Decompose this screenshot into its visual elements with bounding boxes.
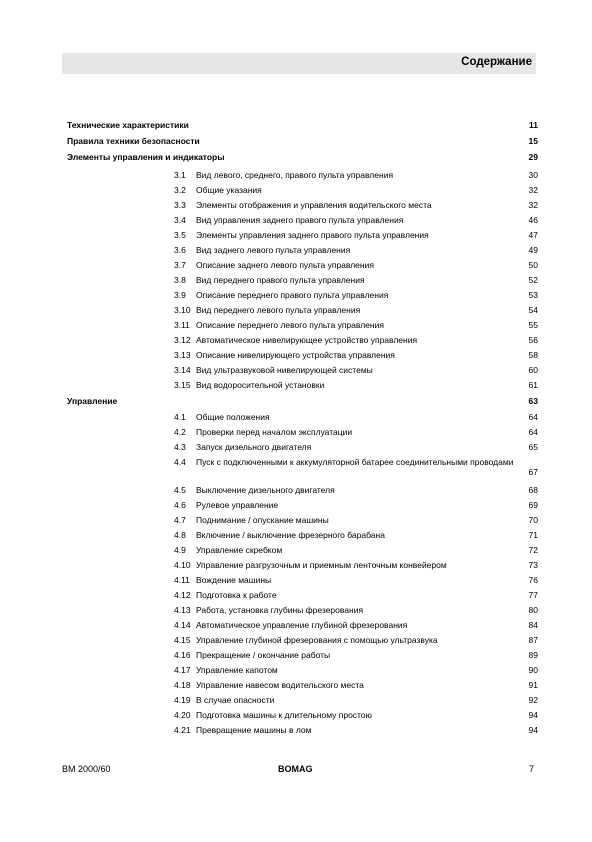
- toc-section-number: 3.4: [174, 215, 186, 225]
- toc-section-number: 3.12: [174, 335, 191, 345]
- toc-section-number: 3.8: [174, 275, 186, 285]
- toc-page-number: 71: [528, 530, 538, 540]
- toc-entry-title: Описание заднего левого пульта управления: [196, 260, 374, 270]
- toc-entry-title: Описание нивелирующего устройства управления: [196, 350, 395, 360]
- toc-section-number: 3.15: [174, 380, 191, 390]
- toc-entry-title: Управление скребком: [196, 545, 283, 555]
- toc-entry-title: В случае опасности: [196, 695, 275, 705]
- footer-page-number: 7: [528, 764, 534, 774]
- toc-section-number: 3.2: [174, 185, 186, 195]
- toc-section-number: 4.11: [174, 575, 190, 585]
- toc-entry-title: Поднимание / опускание машины: [196, 515, 329, 525]
- toc-section-number: 3.9: [174, 290, 186, 300]
- toc-section-number: 3.13: [174, 350, 191, 360]
- toc-page-number: 64: [528, 427, 538, 437]
- toc-entry-title: Элементы отображения и управления водительского места: [196, 200, 432, 210]
- toc-section-number: 3.3: [174, 200, 186, 210]
- toc-entry-title: Проверки перед началом эксплуатации: [196, 427, 353, 437]
- toc-section-number: 4.2: [174, 427, 186, 437]
- toc-entry-title: Превращение машины в лом: [196, 725, 312, 735]
- toc-section-number: 3.1: [174, 170, 186, 180]
- toc-section-number: 4.5: [174, 485, 186, 495]
- footer-model: BM 2000/60: [62, 764, 111, 774]
- toc-page-number: 50: [528, 260, 538, 270]
- toc-entry-title: Элементы управления и индикаторы: [67, 152, 225, 162]
- page-title: Содержание: [461, 56, 532, 68]
- toc-entry-title: Прекращение / окончание работы: [196, 650, 331, 660]
- toc-entry-title: Общие положения: [196, 412, 270, 422]
- toc-entry-title: Технические характеристики: [67, 120, 189, 130]
- toc-page-number: 80: [528, 605, 538, 615]
- toc-section-number: 3.14: [174, 365, 191, 375]
- toc-section-number: 4.14: [174, 620, 191, 630]
- toc-entry-title: Описание переднего правого пульта управления: [196, 290, 389, 300]
- toc-page-number: 90: [528, 665, 538, 675]
- toc-section-number: 3.7: [174, 260, 186, 270]
- toc-page-number: 70: [528, 515, 538, 525]
- toc-page-number: 32: [528, 185, 538, 195]
- toc-entry-title: Подготовка машины к длительному простою: [196, 710, 372, 720]
- toc-page-number: 89: [528, 650, 538, 660]
- toc-page-number: 47: [528, 230, 538, 240]
- toc-entry-title: Запуск дизельного двигателя: [196, 442, 312, 452]
- toc-page-number: 11: [529, 120, 538, 130]
- toc-entry-title: Описание переднего левого пульта управления: [196, 320, 384, 330]
- toc-entry-title: Управление капотом: [196, 665, 278, 675]
- toc-page-number: 69: [528, 500, 538, 510]
- toc-section-number: 4.3: [174, 442, 186, 452]
- toc-section-number: 4.6: [174, 500, 186, 510]
- toc-section-number: 3.11: [174, 320, 190, 330]
- toc-page-number: 49: [528, 245, 538, 255]
- toc-page-number: 94: [528, 710, 538, 720]
- toc-page-number: 46: [528, 215, 538, 225]
- toc-section-number: 4.13: [174, 605, 191, 615]
- toc-entry-title: Управление разгрузочным и приемным ленточным конвейером: [196, 560, 447, 570]
- toc-section-number: 4.20: [174, 710, 191, 720]
- toc-page-number: 73: [528, 560, 538, 570]
- toc-entry-title: Управление глубиной фрезерования с помощью ультразвука: [196, 635, 438, 645]
- toc-page-number: 87: [528, 635, 538, 645]
- toc-page-number: 94: [528, 725, 538, 735]
- toc-page-number: 55: [528, 320, 538, 330]
- toc-section-number: 4.21: [174, 725, 191, 735]
- toc-page-number: 72: [528, 545, 538, 555]
- toc-page-number: 68: [528, 485, 538, 495]
- toc-page-number: 32: [528, 200, 538, 210]
- toc-page-number: 56: [528, 335, 538, 345]
- toc-page-number: 77: [528, 590, 538, 600]
- toc-section-number: 4.12: [174, 590, 191, 600]
- toc-entry-title: Рулевое управление: [196, 500, 279, 510]
- toc-entry-title: Автоматическое нивелирующее устройство управления: [196, 335, 418, 345]
- toc-section-number: 4.9: [174, 545, 186, 555]
- toc-entry-title: Работа, установка глубины фрезерования: [196, 605, 364, 615]
- toc-entry-title: Вид ультразвуковой нивелирующей системы: [196, 365, 373, 375]
- toc-entry-title: Автоматическое управление глубиной фрезерования: [196, 620, 408, 630]
- toc-entry-title: Вид переднего правого пульта управления: [196, 275, 365, 285]
- toc-entry-title: Управление навесом водительского места: [196, 680, 364, 690]
- toc-entry-title: Вид управления заднего правого пульта управления: [196, 215, 404, 225]
- toc-section-number: 4.7: [174, 515, 186, 525]
- toc-entry-title: Управление: [67, 396, 118, 406]
- toc-page-number: 65: [528, 442, 538, 452]
- toc-entry-title: Вид водоросительной установки: [196, 380, 325, 390]
- toc-section-number: 4.16: [174, 650, 191, 660]
- toc-page-number: 63: [528, 396, 538, 406]
- toc-section-number: 4.10: [174, 560, 191, 570]
- toc-page-number: 84: [528, 620, 538, 630]
- toc-entry-title: Вождение машины: [196, 575, 272, 585]
- toc-section-number: 4.15: [174, 635, 191, 645]
- toc-page-number: 60: [528, 365, 538, 375]
- toc-section-number: 3.10: [174, 305, 191, 315]
- toc-section-number: 4.17: [174, 665, 191, 675]
- toc-section-number: 4.19: [174, 695, 191, 705]
- toc-section-number: 3.5: [174, 230, 186, 240]
- toc-page-number: 64: [528, 412, 538, 422]
- toc-page-number: 61: [528, 380, 538, 390]
- toc-entry-title: Подготовка к работе: [196, 590, 277, 600]
- toc-page-number: 67: [528, 467, 538, 477]
- toc-page-number: 30: [528, 170, 538, 180]
- toc-page-number: 92: [528, 695, 538, 705]
- toc-entry-title: Выключение дизельного двигателя: [196, 485, 335, 495]
- toc-page-number: 76: [528, 575, 538, 585]
- toc-page-number: 52: [528, 275, 538, 285]
- toc-page-number: 54: [528, 305, 538, 315]
- toc-section-number: 4.1: [174, 412, 186, 422]
- toc-entry-title: Вид заднего левого пульта управления: [196, 245, 351, 255]
- toc-page-number: 53: [528, 290, 538, 300]
- toc-entry-title: Включение / выключение фрезерного барабана: [196, 530, 385, 540]
- toc-page-number: 15: [528, 136, 538, 146]
- toc-entry-title: Вид переднего левого пульта управления: [196, 305, 361, 315]
- toc-page-number: 91: [528, 680, 538, 690]
- toc-section-number: 4.18: [174, 680, 191, 690]
- footer-brand: BOMAG: [278, 764, 313, 774]
- toc-section-number: 4.8: [174, 530, 186, 540]
- toc-entry-title: Правила техники безопасности: [67, 136, 200, 146]
- toc-page-number: 58: [528, 350, 538, 360]
- toc-entry-title: Общие указания: [196, 185, 262, 195]
- toc-entry-title: Пуск с подключенными к аккумуляторной батарее соединительными проводами: [196, 457, 514, 467]
- toc-section-number: 3.6: [174, 245, 186, 255]
- toc-page-number: 29: [528, 152, 538, 162]
- toc-entry-title: Элементы управления заднего правого пульта управления: [196, 230, 429, 240]
- toc-entry-title: Вид левого, среднего, правого пульта управления: [196, 170, 394, 180]
- toc-section-number: 4.4: [174, 457, 186, 467]
